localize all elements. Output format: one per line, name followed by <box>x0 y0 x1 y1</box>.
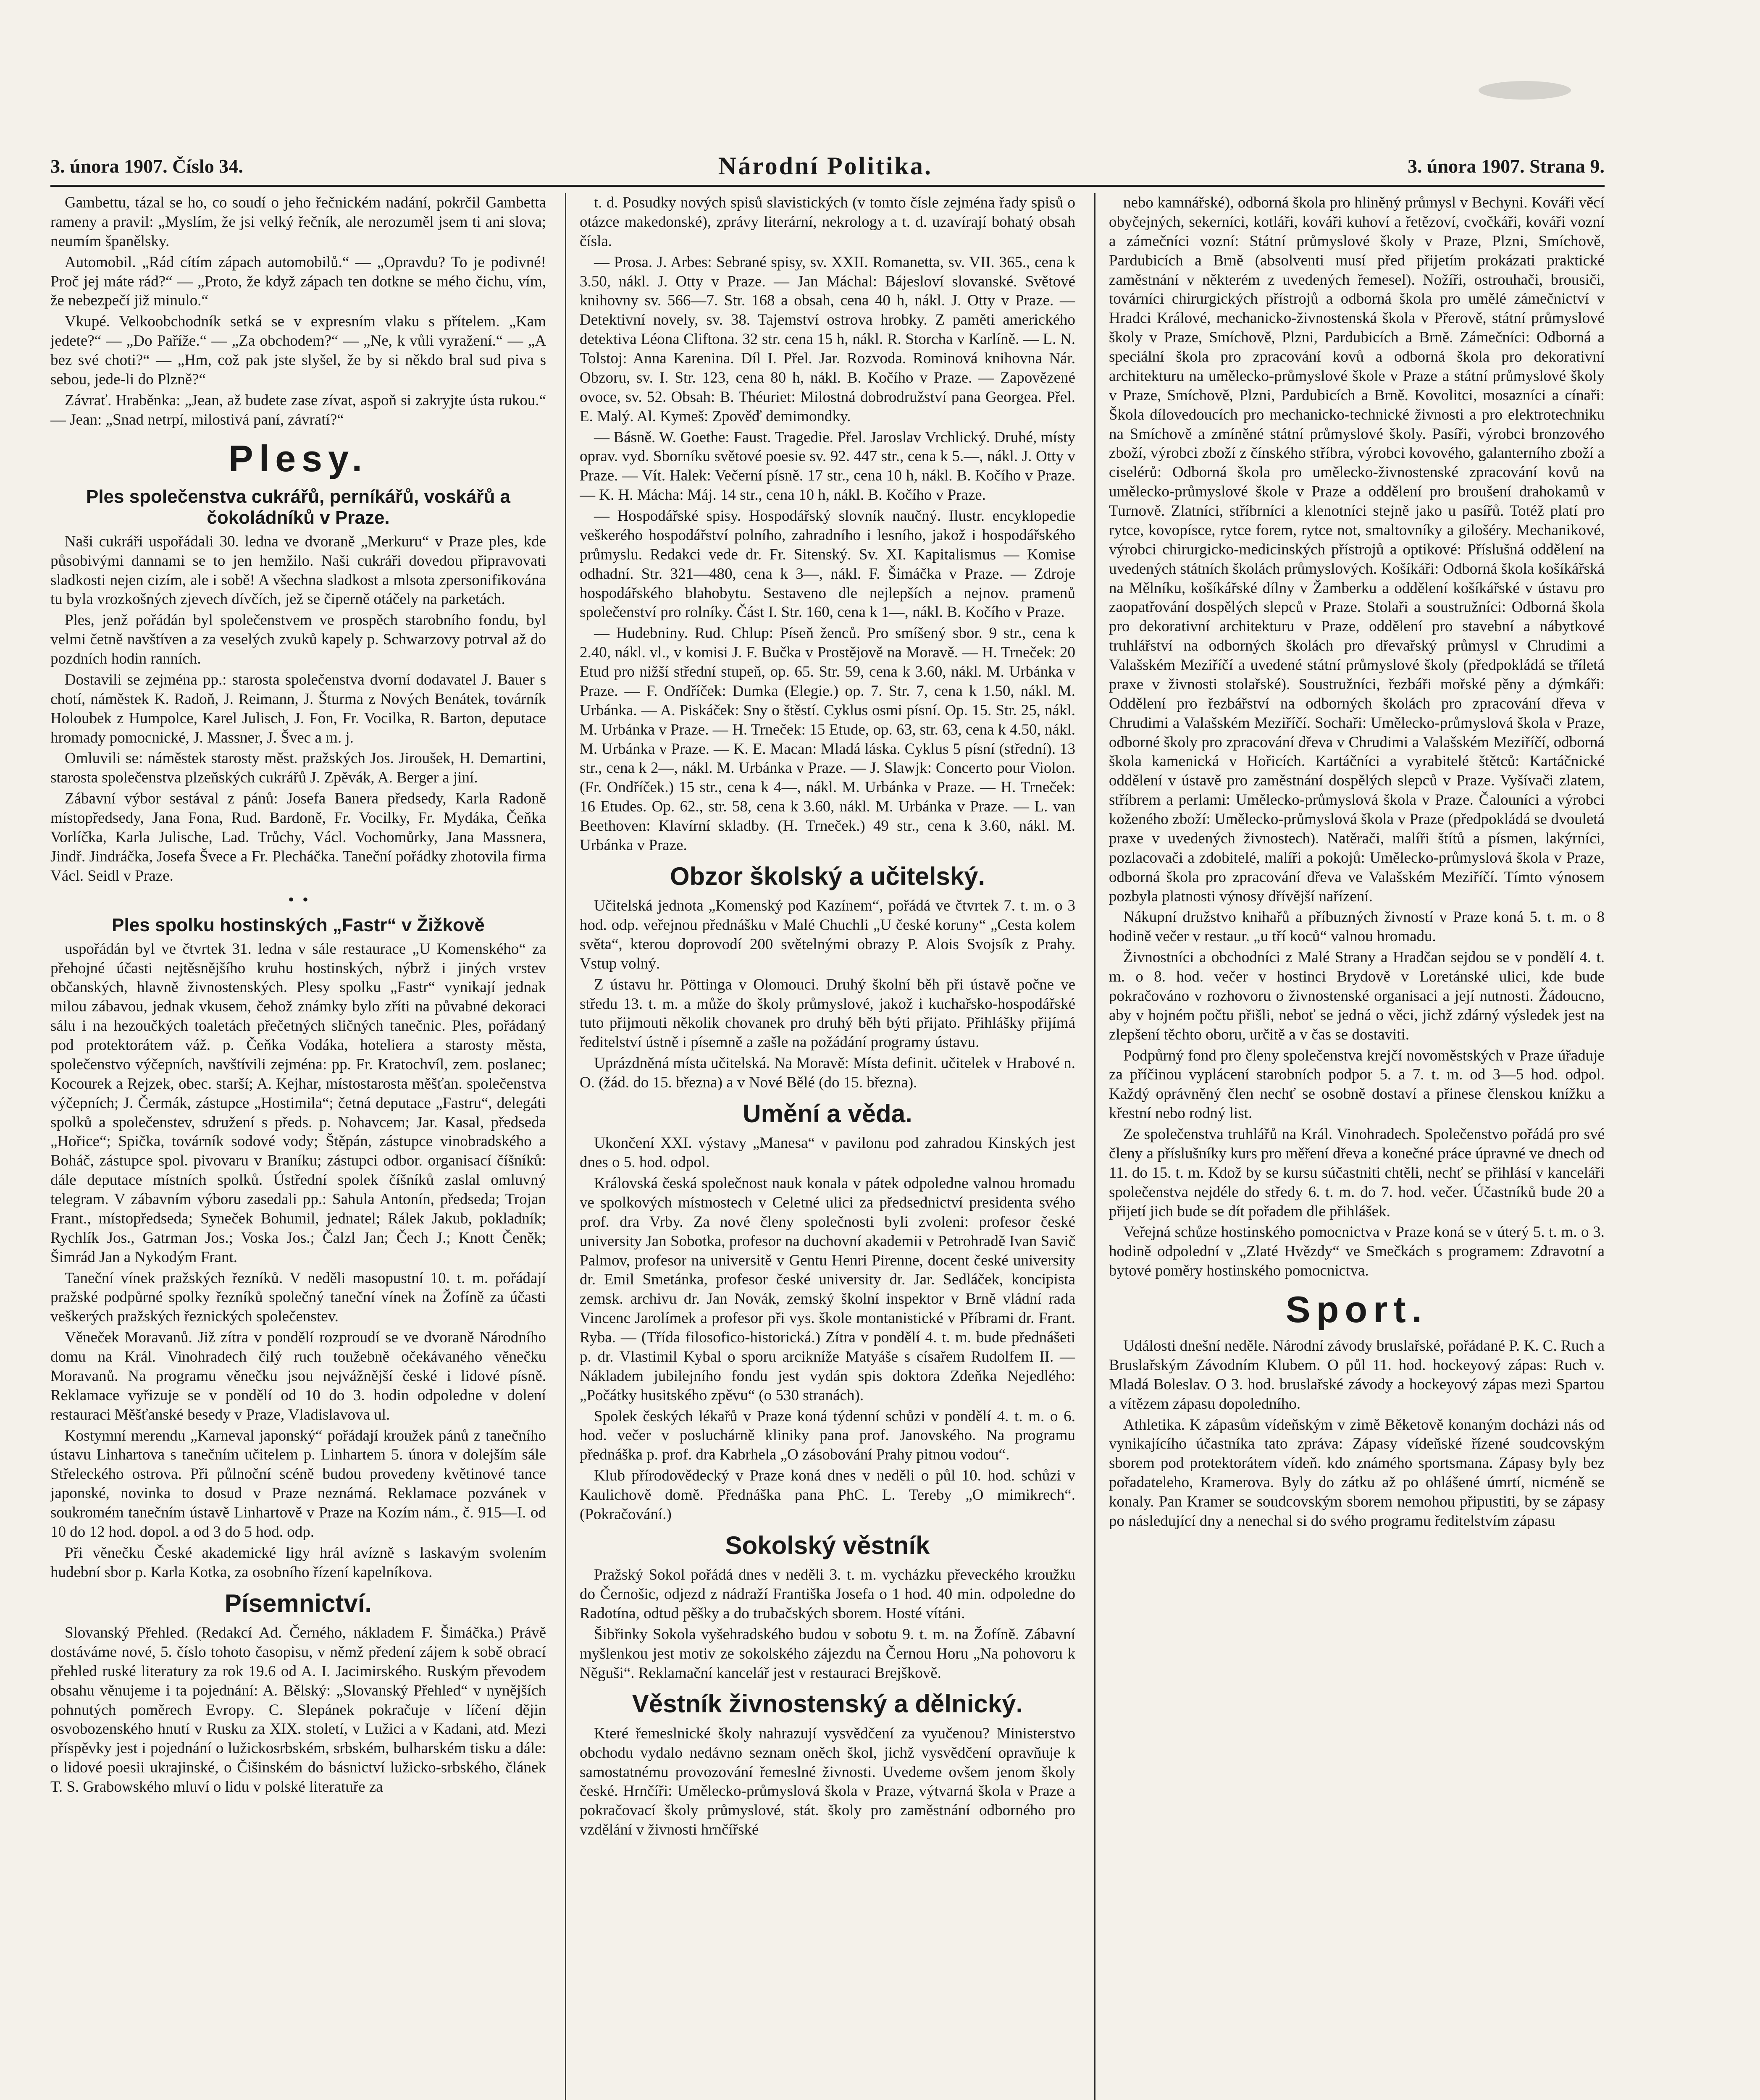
article-paragraph: Šibřinky Sokola vyšehradského budou v sobotu 9. t. m. na Žofíně. Zábavní myšlenkou jest motiv ze sokolského zájezdu na Černou Horu „Na pohovoru k Něguši“. Reklamační kancelář jest v restauraci Brejškově. <box>580 1625 1075 1682</box>
article-paragraph: Podpůrný fond pro členy společenstva krejčí novoměstských v Praze úřaduje za příčinou vyplácení starobních podpor 5. a 7. t. m. od 3—5 hod. odpol. Každý oprávněný člen nechť se osobně dostaví a přinese členskou knížku a křestní nebo rodný list. <box>1109 1047 1605 1122</box>
article-paragraph: Naši cukráři uspořádali 30. ledna ve dvoraně „Merkuru“ v Praze ples, kde působivými dannami se to jen hemžilo. Naši cukráři dovedou připravovati sladkosti nejen cizím, ale i sobě! A všechna sladkost a mlsota zpersonifikována tu byla vrozkošných zjevech dívčích, jež se čiperně otáčely na parketách. <box>50 533 546 608</box>
article-paragraph: Královská česká společnost nauk konala v pátek odpoledne valnou hromadu ve spolkových místnostech v Celetné ulici za předsednictví presidenta svého prof. dra Vrby. Za nové členy společnosti byli zvoleni: profesor české university Jan Sobotka, profesor na duchovní akademii v Petrohradě Ivan Savič Palmov, profesor na universitě v Gentu Henri Pirenne, docent české university dr. Emil Smetánka, profesor české university dr. Jar. Sedláček, koncipista zemsk. archivu dr. Jan Novák, zemský školní inspektor v Brně vládní rada Vincenc Jarolímek a profesor při vys. škole montanistické v Příbrami dr. Frant. Ryba. — (Třída filosofico-historická.) Zítra v pondělí 4. t. m. bude přednášeti p. dr. Vlastimil Kybal o sporu arcikníže Matyáše s císařem Rudolfem II. — Nákladem jubilejního fondu jest vydán spis doktora Zdeňka Nejedlého: „Počátky husitského zpěvu“ (o 530 stranách). <box>580 1175 1075 1404</box>
article-paragraph: Dostavili se zejména pp.: starosta společenstva dvorní dodavatel J. Bauer s chotí, náměstek K. Radoň, J. Reimann, J. Šturma z Nových Benátek, továrník Holoubek z Humpolce, Karel Julisch, J. Fon, Fr. Vocilka, R. Barton, deputace hromady pomocnické, J. Massner, J. Švec a m. j. <box>50 671 546 746</box>
article-paragraph: — Hudebniny. Rud. Chlup: Píseň ženců. Pro smíšený sbor. 9 str., cena k 2.40, nákl. vl., v komisi J. F. Bučka v Prostějově na Moravě. — H. Trneček: 20 Etud pro nižší střední stupeň, op. 65. Str. 59, cena k 3.60, nákl. M. Urbánka v Praze. — F. Ondříček: Dumka (Elegie.) op. 7. Str. 7, cena k 1.50, nákl. M. Urbánka. — A. Piskáček: Sny o štěstí. Cyklus osmi písní. Op. 15. Str. 25, nákl. M. Urbánka v Praze. — H. Trneček: 15 Etude, op. 63, str. 63, cena k 4.50, nákl. M. Urbánka v Praze. — K. E. Macan: Mladá láska. Cyklus 5 písní (střední). 13 str., cena k 2—, nákl. M. Urbánka v Praze. — J. Slawjk: Concerto pour Violon. (Fr. Ondříček.) 15 str., cena k 4—, nákl. M. Urbánka v Praze. — H. Trneček: 16 Etudes. Op. 62., str. 58, cena k 3.60, nákl. M. Urbánka v Praze. — L. van Beethoven: Klavírní skladby. (H. Trneček.) 49 str., cena k 3.60, nákl. M. Urbánka v Praze. <box>580 625 1075 854</box>
article-paragraph: Ze společenstva truhlářů na Král. Vinohradech. Společenstvo pořádá pro své členy a příslušníky kurs pro měření dřeva a konečné práce úpravné ve dnech od 11. do 15. t. m. Kdož by se kursu súčastniti chtěli, nechť se přihlásí v kanceláři společenstva nejdéle do středy 6. t. m. do 7. hod. večer. Účastníků bude 20 a přijetí jich bude se dít pořadem dle přihlášek. <box>1109 1126 1605 1220</box>
article-heading: Ples společenstva cukrářů, perníkářů, voskářů a čokoládníků v Praze. <box>86 486 511 528</box>
article-paragraph: Z ústavu hr. Pöttinga v Olomouci. Druhý školní běh při ústavě počne ve středu 13. t. m. a může do školy průmyslové, jakož i kuchařsko-hospodářské tuto přijmouti několik chovanek pro druhý běh býti přijato. Přihlášky přijímá ředitelství ústně i písemně a zašle na požádání programy ústavu. <box>580 976 1075 1051</box>
article-paragraph: — Hospodářské spisy. Hospodářský slovník naučný. Ilustr. encyklopedie veškerého hospodářství polního, zahradního i lesního, jakož i hospodářského průmyslu. Redakci vede dr. Fr. Sitenský. Sv. XI. Kapitalismus — Komise odhadní. Str. 321—480, cena k 3—, nákl. F. Šimáčka v Praze. — Zdroje hospodářského blahobytu. Sestaveno dle nejlepších a nejnov. pramenů společenství pro rolníky. Část I. Str. 160, cena k 1—, nákl. B. Kočího v Praze. <box>580 507 1075 621</box>
column-1 <box>50 193 546 2100</box>
article-paragraph: Spolek českých lékařů v Praze koná týdenní schůzi v pondělí 4. t. m. o 6. hod. večer v posluchárně kliniky pana prof. Janovského. Na programu přednáška p. prof. dra Kabrhela „O zásobování Prahy pitnou vodou“. <box>580 1407 1075 1464</box>
section-heading-umeni: Umění a věda. <box>743 1099 912 1128</box>
article-paragraph: Gambettu, tázal se ho, co soudí o jeho řečnickém nadání, pokrčil Gambetta rameny a pravil: „Myslím, že jsi velký řečník, ale nerozuměl jsem ti ani slova; neumím španělsky. <box>50 194 546 250</box>
article-paragraph: Živnostníci a obchodníci z Malé Strany a Hradčan sejdou se v pondělí 4. t. m. o 8. hod. večer v hostinci Brydově v Loretánské ulici, kde bude pokračováno v rozhovoru o živnostenské organisaci a její nutnosti. Žádoucno, aby v hojném počtu přišli, neboť se jedná o věci, jichž zdárný výsledek jest na zlepšení těchto oboru, určitě a v čas se dostaviti. <box>1109 949 1605 1043</box>
column-divider <box>1094 193 1095 2100</box>
section-heading-vestnik: Věstník živnostenský a dělnický. <box>632 1690 1023 1718</box>
article-paragraph: Které řemeslnické školy nahrazují vysvědčení za vyučenou? Ministerstvo obchodu vydalo nedávno seznam oněch škol, jichž vysvědčení opravňuje k samostatnému provozování řemeslné živnosti. Uvedeme ovšem jenom školy české. Hrnčíři: Umělecko-průmyslová škola v Praze, výtvarná škola v Praze a pokračovací školy průmyslové, stát. školy pro zaměstnání odborného pro vzdělání v živnosti hrnčířské <box>580 1725 1075 1839</box>
article-heading: Ples spolku hostinských „Fastr“ v Žižkově <box>112 915 485 936</box>
article-paragraph: Athletika. K zápasům vídeňským v zimě Běketově konaným docházi nás od vynikajícího účastníka tato zpráva: Zápasy vídeňské řízené soudcovským sborem pod protektorátem vídeň. kdo známého sportsmana. Zápasy byly bez pořadateleho, Kramerova. Byly do zátku až po ohlášené úmrtí, nicméně se konaly. Pan Kramer se soudcovským sborem nemohou připustiti, by se zápasy po následující dny a nenechal si do svého programu ředitelstvím zápasu <box>1109 1416 1605 1530</box>
article-paragraph: Nákupní družstvo knihařů a příbuzných živností v Praze koná 5. t. m. o 8 hodině večer v restaur. „u tří koců“ valnou hromadu. <box>1109 908 1605 945</box>
anecdote-automobil: Automobil. „Rád cítím zápach automobilů.“ — „Opravdu? To je podivné! Proč jej máte rád?“ — „Proto, že když zápach ten dotkne se mého čichu, vím, že nebezpečí již minulo.“ <box>50 253 546 310</box>
separator-dots: • • <box>288 890 308 909</box>
anecdote-zavrat: Závrať. Hraběnka: „Jean, až budete zase zívat, aspoň si zakryjte ústa rukou.“ — Jean: „Snad netrpí, milostivá paní, závratí?“ <box>50 391 546 428</box>
article-paragraph: Kostymní merendu „Karneval japonský“ pořádají kroužek pánů z tanečního ústavu Linhartova s tanečním učitelem p. Linhartem 5. února v dolejším sále Střeleckého ostrova. Při půlnoční scéně budou provedeny květinové tance japonské, novinka to dosud v Praze neznámá. Reklamace pozvánek v soukromém tanečním ústavě Linhartově v Praze na Kozím nám., č. 915—I. od 10 do 12 hod. dopol. a od 3 do 5 hod. odp. <box>50 1427 546 1541</box>
article-paragraph: Uprázdněná místa učitelská. Na Moravě: Místa definit. učitelek v Hrabové n. O. (žád. do 15. března) a v Nové Bělé (do 15. března). <box>580 1055 1075 1092</box>
section-heading-pisemnictvi: Písemnictví. <box>224 1589 372 1617</box>
header-rule <box>50 185 1605 187</box>
section-heading-sport: Sport. <box>1285 1289 1428 1330</box>
column-divider <box>565 193 566 2100</box>
article-paragraph: t. d. Posudky nových spisů slavistických (v tomto čísle zejména řady spisů o otázce makedonské), zprávy literární, nekrology a t. d. uzavírají bohatý obsah čísla. <box>580 194 1075 250</box>
section-heading-plesy: Plesy. <box>229 437 368 479</box>
article-paragraph: — Prosa. J. Arbes: Sebrané spisy, sv. XXII. Romanetta, sv. VII. 365., cena k 3.50, nákl. J. Otty v Praze. — Jan Máchal: Bájesloví slovanské. Světové knihovny sv. 566—7. Str. 168 a obsah, cena 40 h, nákl. J. Otty v Praze. — Detektivní novely, sv. 38. Tajemství ostrova hrobky. Z paměti amerického detektiva Léona Cliftona. 32 str. cena 15 h, nákl. R. Storcha v Karlíně. — L. N. Tolstoj: Anna Karenina. Díl I. Přel. Jar. Rozvoda. Rominová knihovna Nár. Obzoru, sv. I. Str. 123, cena 80 h, nákl. B. Kočího v Praze. — Zapovězené ovoce, sv. 52. Obsah: B. Théuriet: Milostná dobrodružství pana Georgea. Přel. E. Malý. Al. Kymeš: Zpověď demimondky. <box>580 253 1075 425</box>
anecdote-vkupe: Vkupé. Velkoobchodník setká se v expresním vlaku s přítelem. „Kam jedete?“ — „Do Paříže.“ — „Za obchodem?“ — „Ne, k vůli vyražení.“ — „A bez své choti?“ — „Hm, což pak jste slyšel, že by si někdo bral sud piva s sebou, jede-li do Plzně?“ <box>50 313 546 388</box>
article-paragraph: Klub přírodovědecký v Praze koná dnes v neděli o půl 10. hod. schůzi v Kaulichově domě. Přednáška pana PhC. L. Tereby „O mimikrech“. (Pokračování.) <box>580 1467 1075 1523</box>
article-paragraph: nebo kamnářské), odborná škola pro hliněný průmysl v Bechyni. Kováři věcí obyčejných, sekerníci, kotláři, kováři kuhoví a řetězoví, cvočkáři, kováři vozní a zámečníci vozní: Státní průmyslové školy v Praze, Plzni, Smíchově, Pardubicích a Brně (absolventi musí před přijetím prokázati praktické zaměstnání v některém z uvedených řemesel). Nožíři, ostrouhači, brousiči, továrníci chirurgických přístrojů a odborná škola pro umělé zámečnictví v Hradci Králové, mechanicko-živnostenská škola v Přerově, státní průmyslové školy v Praze, Smíchově, Plzni, Pardubicích a Brně. Zámečníci: Odborná a speciální škola pro zpracování kovů a odborná škola pro dekorativní architekturu na umělecko-průmyslové škole v Praze a státní průmyslové školy v Praze, Smíchově, Plzni, Pardubicích a Brně. Kovolitci, mosazníci a cínaři: Škola dílovedoucích pro mechanicko-technické živnosti a pro elektrotechniku na Smíchově a zmíněné státní průmyslové školy. Pasíři, výrobci bronzového zboží, výrobci zboží z čínského stříbra, výrobci kovového, galanterního zboží a ciselérů: Odborná škola pro umělecko-živnostenské zpracování kovů na umělecko-průmyslové škole v Praze a oddělení pro broušení drahokamů v Turnově. Zlatníci, stříbrníci a klenotníci stejně jako u pasířů. Totéž platí pro rytce, kovopísce, rytce forem, rytce not, smaltovníky a gilošéry. Mechanikové, výrobci chirurgicko-medicinských přístrojů a optikové: Příslušná oddělení na uvedených státních školách průmyslových. Košíkáři: Odborná škola košíkářská na Mělníku, košíkářské dílny v Žamberku a oddělení košíkářské v ústavu pro zaopatřování dospělých slepců v Praze. Stolaři a soustružníci: Odborná škola pro dekorativní architekturu v Praze, oddělení pro stavební a nábytkové truhlářství na odborných školách pro dřevařský průmysl v Chrudimi a Valašském Meziříčí a uvedené státní průmyslové školy (předpokládá se tříletá praxe v živnosti stolařské). Soustružníci, řezbáři mořské pěny a dýmkáři: Oddělení pro řezbářství na odborných školách pro zpracování dřeva v Chrudimi a Valašském Meziříčí. Sochaři: Umělecko-průmyslová škola v Praze, odborné školy pro zpracování dřeva v Chrudimi a Valašském Meziříčí, odborná škola kamenická v Hořicích. Kartáčníci a vyrabitelé štětců: Kartáčnické oddělení v ústavě pro zaměstnání dospělých slepců v Praze. Vyšívači zlatem, stříbrem a perlami: Umělecko-průmyslová škola v Praze. Čalouníci a výrobci koženého zboží: Umělecko-průmyslová škola v Praze (předpokládá se dvouletá praxe v uvedených živnostech). Natěrači, malíři štítů a písmen, lakýrníci, pozlacovači a zdobitelé, malíři a pokojů: Umělecko-průmyslová škola v Praze, odborná škola pro zpracování dřeva ve Valašském Meziříčí. Tímto výnosem pozbyla platnosti výnosy dřívější nařízení. <box>1109 194 1605 905</box>
article-paragraph: Veřejná schůze hostinského pomocnictva v Praze koná se v úterý 5. t. m. o 3. hodině odpolední v „Zlaté Hvězdy“ ve Smečkách s programem: Zdravotní a bytové poměry hostinského pomocnictva. <box>1109 1223 1605 1280</box>
article-paragraph: Události dnešní neděle. Národní závody bruslařské, pořádané P. K. C. Ruch a Bruslařským Závodním Klubem. O půl 11. hod. hockeyový zápas: Ruch v. Mladá Boleslav. O 3. hod. bruslařské závody a hockeyový zápas mezi Spartou a vítězem zápasu dopoledního. <box>1109 1337 1605 1412</box>
section-heading-obzor: Obzor školský a učitelský. <box>670 862 985 890</box>
article-paragraph: Taneční vínek pražských řezníků. V neděli masopustní 10. t. m. pořádají pražské podpůrné spolky řezníků společný taneční vínek na Žofíně za účasti veškerých pražských řeznických společenstev. <box>50 1269 546 1326</box>
article-paragraph: Pražský Sokol pořádá dnes v neděli 3. t. m. vycházku převeckého kroužku do Černošic, odjezd z nádraží Františka Josefa o 1 hod. 40 min. odpoledne do Radotína, odtud pěšky a do trubačských sborem. Hosté vítáni. <box>580 1566 1075 1622</box>
article-paragraph: Při věnečku České akademické ligy hrál avízně s laskavým svolením hudební sbor p. Karla Kotka, za osobního řízení kapelníkova. <box>50 1544 546 1581</box>
column-3 <box>1109 193 1605 2100</box>
article-paragraph: Omluvili se: náměstek starosty měst. pražských Jos. Jiroušek, H. Demartini, starosta společenstva plzeňských cukrářů J. Zpěvák, A. Berger a jiní. <box>50 750 546 787</box>
page-header <box>50 151 1605 181</box>
article-paragraph: Ukončení XXI. výstavy „Manesa“ v pavilonu pod zahradou Kinských jest dnes o 5. hod. odpol. <box>580 1134 1075 1171</box>
article-paragraph: uspořádán byl ve čtvrtek 31. ledna v sále restaurace „U Komenského“ za přehojné účasti nejtěsnějšího kruhu hostinských, nýbrž i jiných vrstev občanských, hlavně živnostenských. Plesy spolku „Fastr“ vynikají jednak milou zábavou, jednak vkusem, čehož známky bylo zříti na půvabné dekoraci sálu i na hezoučkých toaletách přečetných sličných tanečnic. Ples, pořádaný pod protektorátem váž. p. Čeňka Vodáka, hoteliera a starosty města, společenstvo výčepních, navštívili zejména: pp. Fr. Kratochvíl, zem. poslanec; Kocourek a Rejzek, obec. starší; A. Kejhar, místostarosta měšťan. společenstva výčepních; J. Čermák, zástupce „Hostimila“; četná deputace „Fastru“, delegáti spolků a společenstev, sdružení s předs. p. Nohavcem; Jar. Kasal, předseda „Hořice“; Spička, továrník sodové vody; Štěpán, zástupce vinobradského a Boháč, zástupce spol. pivovaru v Braníku; zástupci odbor. organisací číšníků: dále deputace místních spolků. Ústřední spolek číšníků zaslal omluvný telegram. V zábavním výboru zasedali pp.: Sahula Antonín, předseda; Trojan Frant., místopředseda; Syneček Bohumil, jednatel; Rálek Jakub, pokladník; Rychlík Jos., Gatrman Jos.; Voska Jos.; Čalzl Jan; Čech J.; Knott Čeněk; Šimrád Jan a Nykodým Frant. <box>50 940 546 1266</box>
article-paragraph: — Básně. W. Goethe: Faust. Tragedie. Přel. Jaroslav Vrchlický. Druhé, místy oprav. vyd. Sborníku světové poesie sv. 92. 447 str., cena k 5.—, nákl. J. Otty v Praze. — Vít. Halek: Večerní písně. 17 str., cena 10 h, nákl. B. Kočího v Praze. — K. H. Mácha: Máj. 14 str., cena 10 h, nákl. B. Kočího v Praze. <box>580 428 1075 504</box>
column-2 <box>580 193 1075 2100</box>
header-date-issue: 3. února 1907. Číslo 34. <box>50 155 243 177</box>
article-paragraph: Zábavní výbor sestával z pánů: Josefa Banera předsedy, Karla Radoně místopředsedy, Jana Fona, Rud. Bardoně, Fr. Vocilky, Fr. Mydáka, Čeňka Vorlíčka, Karla Julische, Lad. Trůchy, Václ. Vochomůrky, Jana Massnera, Jindř. Jindráčka, Josefa Švece a Fr. Plecháčka. Taneční pořádky zhotovila firma Václ. Seidl v Praze. <box>50 790 546 885</box>
article-paragraph: Učitelská jednota „Komenský pod Kazínem“, pořádá ve čtvrtek 7. t. m. o 3 hod. odp. veřejnou přednášku v Malé Chuchli „U české koruny“ „Cesta kolem světa“, kterou doprovodí 200 světelnými obrazy P. Alois Svojsík z Prahy. Vstup volný. <box>580 897 1075 972</box>
article-paragraph: Ples, jenž pořádán byl společenstvem ve prospěch starobního fondu, byl velmi četně navštíven a za veselých zvuků kapely p. Schwarzovy potrval až do pozdních hodin ranních. <box>50 612 546 668</box>
article-paragraph: Slovanský Přehled. (Redakcí Ad. Černého, nákladem F. Šimáčka.) Právě dostáváme nové, 5. číslo tohoto časopisu, v němž předení zájem k sobě obrací přehled ruské literatury za rok 19.6 od A. I. Jacimirského. Ruským převodem obsahu věnujeme i ta pojednání: A. Bělský: „Slovanský Přehled“ v nynějších pohnutých poměrech Evropy. C. Slepánek pokračuje v líčení dějin osvobozenského hnutí v Rusku za XIX. století, v Lužici a v Kadani, atd. Mezi příspěvky jest i pojednání o lužickosrbském, srbském, bulharském tisku a dále: o lidové poesii ukrajinské, o Čišinském do básnictví lužicko-srbského, článek T. S. Grabowského mluví o lidu v polské literatuře za <box>50 1624 546 1796</box>
newspaper-title: Národní Politika. <box>718 152 933 180</box>
ink-stain-decoration <box>1470 71 1579 109</box>
header-date-page: 3. února 1907. Strana 9. <box>1408 155 1605 177</box>
article-paragraph: Věneček Moravanů. Již zítra v pondělí rozproudí se ve dvoraně Národního domu na Král. Vinohradech čilý ruch toužebně očekávaného věnečku Moravanů. Na programu věnečku jsou nejvážnější české i lidové písně. Reklamace vyřizuje se v pondělí od 10 do 3. hodin odpoledne v dolení restauraci Měšťanské besedy v Praze, Vladislavova ul. <box>50 1329 546 1423</box>
section-heading-sokol: Sokolský věstník <box>725 1531 930 1559</box>
